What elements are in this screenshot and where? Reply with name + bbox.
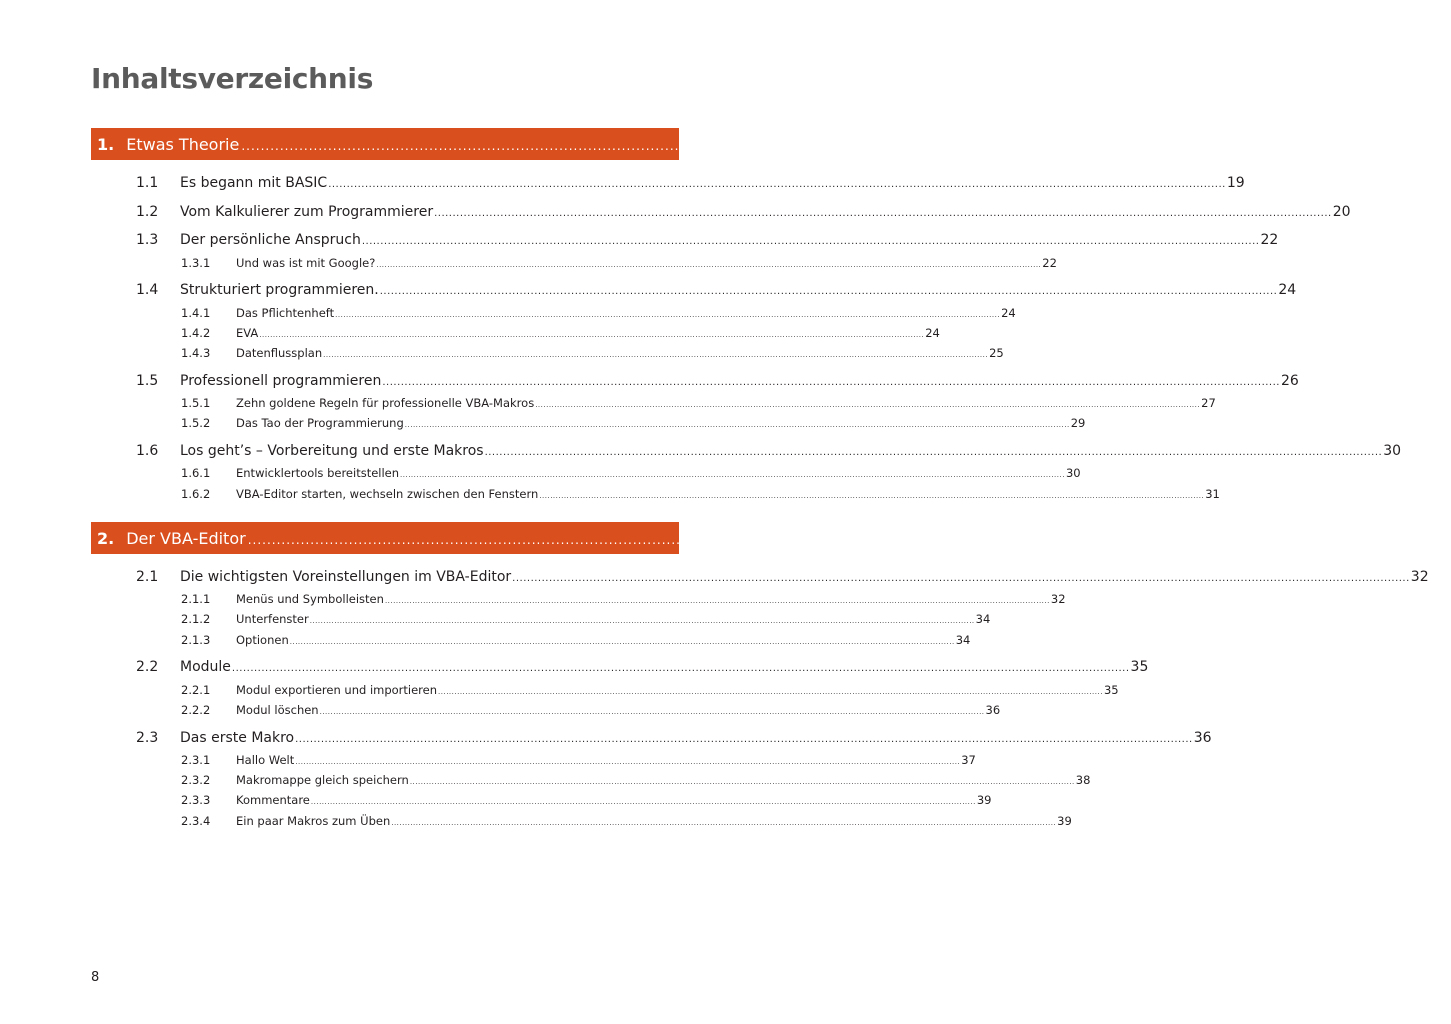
dot-leader: .................................................................................................................................................................................................................................................... [438,688,1103,696]
entry-page: 26 [1280,373,1299,389]
entry-page: 34 [975,612,991,626]
entry-label: Los geht’s – Vorbereitung und erste Makros [180,443,484,459]
toc-entry[interactable] [136,659,1149,675]
entry-page: 38 [1075,773,1091,787]
dot-leader: .................................................................................................................................................................................................................................................... [310,798,976,806]
toc-subentry[interactable] [181,487,1220,501]
entry-label: Datenflussplan [236,346,323,360]
toc-subentry[interactable] [181,753,976,767]
dot-leader: .................................................................................................................................................................................................................................................... [231,663,1130,674]
entry-page: 25 [989,346,1004,360]
toc-subentry[interactable] [181,814,1072,828]
dot-leader: .................................................................................................................................................................................................................................................... [295,734,1193,745]
chapter-title: Etwas Theorie [126,134,240,154]
dot-leader: .................................................................................................................................................................................................................................................... [409,778,1075,786]
entry-label: Professionell programmieren [180,373,382,389]
entry-label: Ein paar Makros zum Üben [236,814,391,828]
toc-subentry[interactable] [181,326,940,340]
entry-number: 1.3.1 [181,256,211,270]
dot-leader: .................................................................................................................................................................................................................................................... [391,819,1057,827]
dot-leader: .................................................................................................................................................................................................................................................... [247,532,1423,547]
entry-label: Das Tao der Programmierung [236,416,404,430]
entry-number: 2.1 [136,569,159,585]
dot-leader: .................................................................................................................................................................................................................................................... [404,421,1070,429]
toc-title: Inhaltsverzeichnis [91,62,374,95]
dot-leader: .................................................................................................................................................................................................................................................... [535,401,1201,409]
toc-entry[interactable] [136,282,1297,298]
entry-page: 39 [976,793,992,807]
entry-page: 36 [1193,730,1212,746]
toc-entry[interactable] [136,569,1429,585]
entry-number: 1.5 [136,373,159,389]
toc-subentry[interactable] [181,683,1119,697]
entry-number: 2.2.1 [181,683,211,697]
entry-page: 20 [1332,204,1351,220]
entry-label: Die wichtigsten Voreinstellungen im VBA-Editor [180,569,512,585]
entry-label: Entwicklertools bereitstellen [236,466,400,480]
entry-page: 27 [1201,396,1216,410]
entry-number: 2.3.3 [181,793,211,807]
entry-label: Makromappe gleich speichern [236,773,409,787]
entry-number: 2.2.2 [181,703,211,717]
dot-leader: .................................................................................................................................................................................................................................................... [328,179,1226,190]
entry-number: 1.5.2 [181,416,211,430]
entry-page: 30 [1065,466,1081,480]
chapter-number: 2. [97,528,115,548]
toc-subentry[interactable] [181,592,1066,606]
entry-number: 2.1.2 [181,612,211,626]
entry-number: 1.6.1 [181,466,211,480]
toc-entry[interactable] [136,204,1351,220]
entry-label: Kommentare [236,793,310,807]
toc-subentry[interactable] [181,396,1216,410]
entry-number: 2.3.4 [181,814,211,828]
entry-label: Menüs und Symbolleisten [236,592,384,606]
toc-subentry[interactable] [181,633,971,647]
entry-label: Vom Kalkulierer zum Programmierer [180,204,434,220]
page-number: 8 [91,970,100,985]
entry-page: 32 [1410,569,1429,585]
dot-leader: .................................................................................................................................................................................................................................................... [295,758,961,766]
entry-number: 2.1.1 [181,592,211,606]
entry-page: 34 [955,633,971,647]
entry-label: Das Pflichtenheft [236,306,335,320]
entry-page: 39 [1057,814,1072,828]
dot-leader: .................................................................................................................................................................................................................................................... [335,311,1001,319]
toc-entry[interactable] [136,175,1245,191]
entry-number: 1.6.2 [181,487,211,501]
entry-label: Modul löschen [236,703,319,717]
toc-subentry[interactable] [181,703,1001,717]
chapter-heading[interactable] [91,522,1445,554]
dot-leader: .................................................................................................................................................................................................................................................... [434,208,1332,219]
entry-number: 1.4.2 [181,326,211,340]
dot-leader: .................................................................................................................................................................................................................................................... [323,351,989,359]
entry-label: Unterfenster [236,612,309,626]
chapter-title: Der VBA-Editor [126,528,246,548]
entry-label: Das erste Makro [180,730,295,746]
entry-page: 31 [1205,487,1220,501]
entry-page: 24 [1001,306,1016,320]
entry-number: 1.6 [136,443,159,459]
entry-label: Strukturiert programmieren. [180,282,379,298]
entry-label: Es begann mit BASIC [180,175,328,191]
dot-leader: .................................................................................................................................................................................................................................................... [400,471,1065,479]
entry-number: 1.4.1 [181,306,211,320]
entry-number: 1.3 [136,232,159,248]
dot-leader: .................................................................................................................................................................................................................................................... [259,331,925,339]
dot-leader: .................................................................................................................................................................................................................................................... [484,447,1383,458]
dot-leader: .................................................................................................................................................................................................................................................... [289,638,955,646]
toc-entry[interactable] [136,730,1212,746]
dot-leader: .................................................................................................................................................................................................................................................... [376,261,1042,269]
entry-label: Zehn goldene Regeln für professionelle VBA-Makros [236,396,535,410]
dot-leader: .................................................................................................................................................................................................................................................... [361,236,1260,247]
entry-page: 19 [1226,175,1245,191]
chapter-title-row [126,529,1451,548]
toc-subentry[interactable] [181,346,1004,360]
entry-label: Und was ist mit Google? [236,256,376,270]
entry-page: 24 [925,326,940,340]
dot-leader: .................................................................................................................................................................................................................................................... [384,597,1050,605]
entry-number: 2.1.3 [181,633,211,647]
entry-label: Hallo Welt [236,753,295,767]
dot-leader: .................................................................................................................................................................................................................................................... [241,138,1417,153]
chapter-page: 32 [1424,528,1445,548]
entry-page: 29 [1070,416,1086,430]
toc-subentry[interactable] [181,306,1016,320]
entry-page: 22 [1042,256,1057,270]
dot-leader: .................................................................................................................................................................................................................................................... [309,617,975,625]
entry-number: 1.4.3 [181,346,211,360]
entry-page: 32 [1050,592,1066,606]
entry-number: 1.2 [136,204,159,220]
entry-number: 1.5.1 [181,396,211,410]
entry-page: 35 [1103,683,1119,697]
entry-label: Der persönliche Anspruch [180,232,361,248]
toc-entry[interactable] [136,232,1279,248]
entry-label: Optionen [236,633,289,647]
toc-subentry[interactable] [181,773,1091,787]
entry-label: VBA-Editor starten, wechseln zwischen den Fenstern [236,487,539,501]
toc-subentry[interactable] [181,416,1086,430]
chapter-number: 1. [97,134,115,154]
entry-page: 24 [1278,282,1297,298]
toc-subentry[interactable] [181,466,1081,480]
entry-number: 2.3.1 [181,753,211,767]
chapter-heading[interactable] [91,128,1439,160]
entry-number: 2.3 [136,730,159,746]
entry-number: 1.4 [136,282,159,298]
dot-leader: .................................................................................................................................................................................................................................................... [319,708,985,716]
toc-subentry[interactable] [181,793,992,807]
entry-number: 2.2 [136,659,159,675]
dot-leader: .................................................................................................................................................................................................................................................... [382,377,1280,388]
chapter-page: 19 [1418,134,1439,154]
dot-leader: .................................................................................................................................................................................................................................................... [379,286,1278,297]
toc-entry[interactable] [136,373,1299,389]
toc-entry[interactable] [136,443,1402,459]
dot-leader: .................................................................................................................................................................................................................................................... [512,573,1410,584]
toc-subentry[interactable] [181,612,991,626]
chapter-title-row [126,135,1444,154]
toc-subentry[interactable] [181,256,1057,270]
entry-page: 22 [1260,232,1279,248]
entry-page: 35 [1130,659,1149,675]
dot-leader: .................................................................................................................................................................................................................................................... [539,492,1205,500]
entry-label: EVA [236,326,259,340]
entry-page: 36 [985,703,1001,717]
entry-number: 1.1 [136,175,159,191]
entry-page: 37 [961,753,976,767]
entry-label: Module [180,659,231,675]
entry-label: Modul exportieren und importieren [236,683,438,697]
entry-page: 30 [1383,443,1402,459]
entry-number: 2.3.2 [181,773,211,787]
